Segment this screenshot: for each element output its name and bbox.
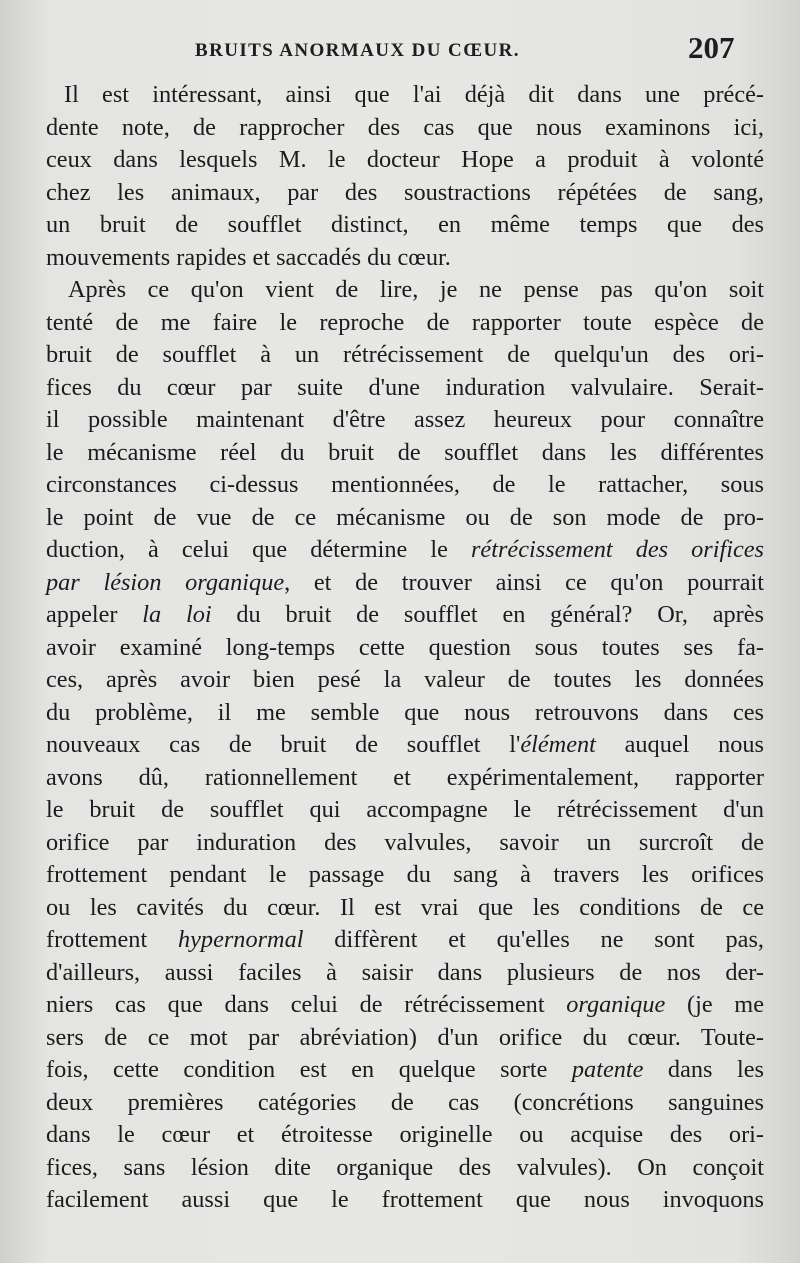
text-run: fois, cette condition est en quelque sorte [46, 1056, 572, 1083]
text-run: du bruit de soufflet en général? Or, après [211, 601, 765, 628]
text-line: frottement pendant le passage du sang à travers les orifices [46, 861, 764, 888]
italic-phrase: hypernormal [177, 926, 304, 953]
paragraph-2 [46, 274, 764, 1217]
text-run: frottement [46, 926, 178, 953]
text-line: bruit de soufflet à un rétrécissement de quelqu'un des ori- [46, 341, 764, 368]
text-run: nouveaux cas de bruit de soufflet l' [46, 731, 521, 758]
body-text [46, 79, 764, 1217]
text-run: (je me [665, 991, 764, 1018]
text-line: avons dû, rationnellement et expérimentalement, rapporter [46, 763, 764, 791]
text-run: auquel nous [595, 731, 764, 758]
text-line [46, 534, 764, 567]
text-line [46, 924, 764, 957]
text-line [46, 599, 764, 632]
text-line: le point de vue de ce mécanisme ou de son mode de pro- [46, 503, 764, 531]
italic-phrase: patente [571, 1056, 644, 1083]
italic-phrase: la loi [142, 601, 212, 628]
text-line: mouvements rapides et saccadés du cœur. [46, 243, 451, 271]
text-line: deux premières catégories de cas (concrétions sanguines [46, 1088, 764, 1116]
text-run: duction, à celui que détermine le [46, 536, 471, 563]
text-line: fices, sans lésion dite organique des valvules). On conçoit [46, 1153, 764, 1181]
italic-phrase: rétrécissement des orifices [470, 536, 765, 563]
text-line: dente note, de rapprocher des cas que nous examinons ici, [46, 113, 764, 141]
text-line [46, 729, 764, 762]
text-run: dans les [643, 1056, 764, 1083]
text-line [46, 989, 764, 1022]
text-line: Après ce qu'on vient de lire, je ne pense pas qu'on soit [68, 276, 764, 303]
text-line: ces, après avoir bien pesé la valeur de toutes les données [46, 666, 764, 693]
text-line: ou les cavités du cœur. Il est vrai que les conditions de ce [46, 893, 764, 921]
paragraph-1 [46, 79, 764, 274]
text-line: tenté de me faire le reproche de rapporter toute espèce de [46, 308, 764, 336]
text-line [46, 1054, 764, 1087]
text-line: du problème, il me semble que nous retrouvons dans ces [46, 698, 764, 726]
page-header [0, 30, 800, 70]
text-line: le mécanisme réel du bruit de soufflet dans les différentes [46, 438, 764, 466]
text-line: orifice par induration des valvules, savoir un surcroît de [46, 828, 764, 856]
text-run: niers cas que dans celui de rétrécissement [46, 991, 567, 1018]
text-line: fices du cœur par suite d'une induration valvulaire. Serait- [46, 373, 764, 401]
text-line: dans le cœur et étroitesse originelle ou acquise des ori- [46, 1121, 764, 1148]
text-line: ceux dans lesquels M. le docteur Hope a produit à volonté [46, 146, 764, 173]
text-line: le bruit de soufflet qui accompagne le rétrécissement d'un [46, 796, 764, 823]
text-line: sers de ce mot par abréviation) d'un orifice du cœur. Toute- [46, 1023, 764, 1051]
text-line: circonstances ci-dessus mentionnées, de le rattacher, sous [46, 471, 764, 498]
text-run: diffèrent et qu'elles ne sont pas, [303, 926, 764, 953]
text-line [46, 567, 764, 600]
text-line: d'ailleurs, aussi faciles à saisir dans plusieurs de nos der- [46, 958, 764, 986]
italic-phrase: organique [566, 991, 666, 1018]
text-line: avoir examiné long-temps cette question sous toutes ses fa- [46, 633, 764, 661]
page-number: 207 [688, 30, 735, 65]
text-line: un bruit de soufflet distinct, en même temps que des [46, 211, 764, 238]
text-line: chez les animaux, par des soustractions répétées de sang, [46, 178, 764, 206]
italic-phrase: élément [520, 731, 596, 758]
text-run: , et de trouver ainsi ce qu'on pourrait [284, 568, 764, 596]
text-line: facilement aussi que le frottement que nous invoquons [46, 1186, 764, 1213]
text-run: appeler [46, 601, 143, 628]
italic-phrase: par lésion organique [46, 568, 285, 596]
running-title: BRUITS ANORMAUX DU CŒUR. [195, 40, 520, 61]
text-line: il possible maintenant d'être assez heureux pour connaître [46, 406, 764, 433]
text-line: Il est intéressant, ainsi que l'ai déjà dit dans une précé- [64, 81, 764, 108]
